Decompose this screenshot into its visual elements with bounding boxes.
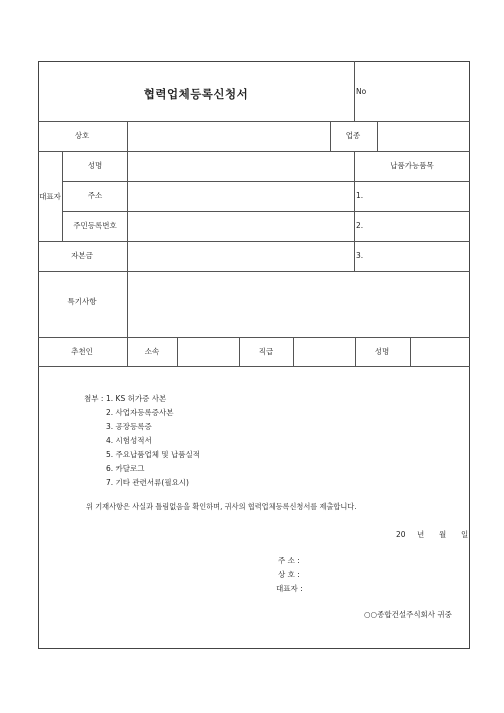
col-divider [354, 61, 355, 121]
affiliation-label: 소속 [144, 347, 160, 356]
form-title: 협력업체등록신청서 [143, 87, 249, 101]
col-divider [127, 121, 128, 366]
row-divider [38, 271, 470, 272]
no-label: No [356, 87, 367, 96]
recommender-name-label: 성명 [374, 347, 390, 356]
recipient: ○○종합건설주식회사 귀중 [364, 610, 452, 619]
attachment-item: 5. 주요납품업체 및 납품실적 [106, 450, 201, 459]
date-month-unit: 월 [439, 530, 447, 539]
signature-address-label: 주 소 : [278, 556, 300, 565]
col-divider [330, 121, 331, 151]
col-divider [354, 151, 355, 271]
representative-label: 대표자 [39, 192, 61, 201]
row-divider [38, 337, 470, 338]
date-year-unit: 년 [417, 530, 425, 539]
attachment-item: 6. 카달로그 [106, 464, 145, 473]
registration-form [38, 61, 470, 649]
attachment-item: 1. KS 허가증 사본 [106, 394, 167, 403]
item-number-3: 3. [356, 251, 364, 260]
row-divider [62, 181, 470, 182]
col-divider [177, 337, 178, 366]
col-divider [410, 337, 411, 366]
attachment-item: 3. 공장등록증 [106, 422, 152, 431]
capital-label: 자본금 [71, 251, 93, 260]
col-divider [239, 337, 240, 366]
remarks-label: 특기사항 [67, 297, 97, 306]
col-divider [293, 337, 294, 366]
date-year: 20 [396, 530, 406, 539]
attachment-item: 2. 사업자등록증사본 [106, 408, 174, 417]
resident-number-label: 주민등록번호 [73, 221, 117, 230]
name-label: 성명 [87, 161, 103, 170]
attachment-prefix: 첨부 : [84, 394, 104, 403]
address-label: 주소 [87, 191, 103, 200]
company-name-label: 상호 [74, 131, 90, 140]
business-type-label: 업종 [345, 131, 361, 140]
confirmation-statement: 위 기재사항은 사실과 틀림없음을 확인하며, 귀사의 협력업체등록신청서를 제출합니다. [86, 502, 357, 511]
col-divider [62, 151, 63, 241]
col-divider [377, 121, 378, 151]
row-divider [38, 151, 470, 152]
col-divider [355, 337, 356, 366]
recommender-label: 추천인 [71, 347, 93, 356]
date-day-unit: 일 [461, 530, 469, 539]
deliverable-items-label: 납품가능품목 [390, 161, 434, 170]
item-number-2: 2. [356, 221, 364, 230]
row-divider [38, 241, 470, 242]
signature-representative-label: 대표자 : [276, 584, 303, 593]
position-label: 직급 [258, 347, 274, 356]
row-divider [38, 366, 470, 367]
item-number-1: 1. [356, 191, 364, 200]
signature-company-label: 상 호 : [278, 570, 300, 579]
row-divider [38, 121, 470, 122]
attachment-item: 4. 시험성적서 [106, 436, 152, 445]
attachment-item: 7. 기타 관련서류(필요시) [106, 478, 189, 487]
row-divider [62, 211, 470, 212]
